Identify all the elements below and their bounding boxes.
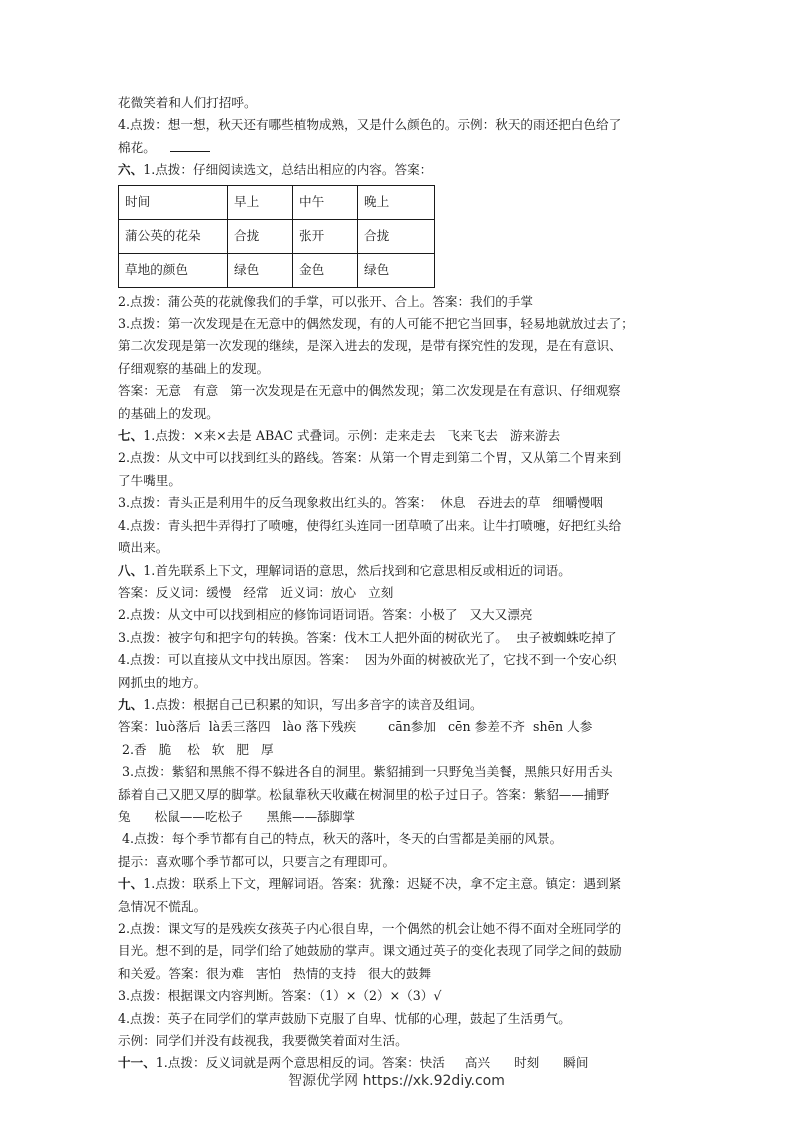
table-cell: 蒲公英的花朵 <box>119 219 228 253</box>
question-text: 1.点拨：反义词就是两个意思相反的词。答案：快活 高兴 时刻 瞬间 <box>155 1055 589 1071</box>
text-line: 仔细观察的基础上的发现。 <box>118 360 270 376</box>
text-line: 3.点拨：根据课文内容判断。答案：（1）×（2）×（3）√ <box>118 988 442 1004</box>
table-cell: 合拢 <box>228 219 293 253</box>
text-line <box>118 137 678 159</box>
table-cell: 时间 <box>119 185 228 219</box>
section-6-heading <box>118 159 678 181</box>
table-cell: 张开 <box>293 219 358 253</box>
text-line: 网抓虫的地方。 <box>118 674 207 690</box>
text-line: 2.点拨：从文中可以找到相应的修饰词语词语。答案：小极了 又大又漂亮 <box>118 607 533 623</box>
text-line: 示例：同学们并没有歧视我，我要微笑着面对生活。 <box>118 1033 408 1049</box>
table-cell: 金色 <box>293 253 358 287</box>
text-line: 4.点拨：可以直接从文中找出原因。答案： 因为外面的树被砍光了，它找不到一个安心织 <box>118 652 617 668</box>
text-line: 4.点拨：想一想，秋天还有哪些植物成熟，又是什么颜色的。示例：秋天的雨还把白色给了 <box>118 117 622 133</box>
text-line: 花微笑着和人们打招呼。 <box>118 95 257 110</box>
section-number: 十一、 <box>118 1055 156 1071</box>
text-line: 4.点拨：青头把牛弄得打了喷嚏，使得红头连同一团草喷了出来。让牛打喷嚏，好把红头给 <box>118 517 622 533</box>
table-cell: 晚上 <box>358 185 435 219</box>
question-text: 1.点拨：×来×去是 ABAC 式叠词。示例：走来走去 飞来飞去 游来游去 <box>143 428 561 444</box>
text-line: 2.点拨：蒲公英的花就像我们的手掌，可以张开、合上。答案：我们的手掌 <box>118 293 534 309</box>
section-number: 九、 <box>118 696 144 712</box>
section-9-heading <box>118 694 678 716</box>
text-line: 4.点拨：英子在同学们的掌声鼓励下克服了自卑、忧郁的心理，鼓起了生活勇气。 <box>118 1010 571 1026</box>
question-text: 1.点拨：联系上下文，理解词语。答案：犹豫：迟疑不决，拿不定主意。镇定：遇到紧 <box>143 876 622 892</box>
answer-table <box>118 185 435 288</box>
table-cell: 早上 <box>228 185 293 219</box>
section-8-heading <box>118 560 678 582</box>
text-line: 的基础上的发现。 <box>118 405 219 421</box>
text-line: 第二次发现是第一次发现的继续，是深入进去的发现，是带有探究性的发现，是在有意识、 <box>118 338 622 354</box>
text-span: 棉花。 <box>118 139 156 155</box>
text-line: 3.点拨：青头正是利用牛的反刍现象救出红头的。答案： 休息 吞进去的草 细嚼慢咽 <box>118 495 603 511</box>
text-line: 急情况不慌乱。 <box>118 898 207 914</box>
question-text: 1.点拨：根据自己已积累的知识，写出多音字的读音及组词。 <box>143 696 483 712</box>
section-number: 六、 <box>118 162 144 178</box>
table-cell: 草地的颜色 <box>119 253 228 287</box>
text-line: 和关爱。答案：很为难 害怕 热情的支持 很大的鼓舞 <box>118 965 432 981</box>
question-text: 1.点拨：仔细阅读选文，总结出相应的内容。答案： <box>143 162 433 178</box>
text-line: 目光。想不到的是，同学们给了她鼓励的掌声。课文通过英子的变化表现了同学之间的鼓励 <box>118 943 622 959</box>
question-text: 1.首先联系上下文，理解词语的意思，然后找到和它意思相反或相近的词语。 <box>143 562 571 578</box>
text-line: 3.点拨：被字句和把字句的转换。答案：伐木工人把外面的树砍光了。 虫子被蜘蛛吃掉了 <box>118 629 617 645</box>
text-line: 2.香 脆 松 软 肥 厚 <box>118 741 274 757</box>
table-cell: 中午 <box>293 185 358 219</box>
text-line: 3.点拨：第一次发现是在无意中的偶然发现，有的人可能不把它当回事，轻易地就放过去了； <box>118 316 634 332</box>
blank-underline <box>170 139 210 152</box>
text-line: 3.点拨：紫貂和黑熊不得不躲进各自的洞里。紫貂捕到一只野兔当美餐，黑熊只好用舌头 <box>118 764 613 780</box>
footer-watermark: 智源优学网 https://xk.92diy.com <box>288 1073 505 1089</box>
section-number: 八、 <box>118 562 144 578</box>
text-line: 4.点拨：每个季节都有自己的特点，秋天的落叶，冬天的白雪都是美丽的风景。 <box>118 831 563 847</box>
section-number: 七、 <box>118 428 144 444</box>
section-number: 十、 <box>118 876 144 892</box>
text-line: 舔着自己又肥又厚的脚掌。松鼠靠秋天收藏在树洞里的松子过日子。答案：紫貂——捕野 <box>118 786 610 802</box>
table-row <box>119 253 435 287</box>
section-10-heading <box>118 873 678 895</box>
text-line: 答案：luò落后 là丢三落四 lào 落下残疾 cān参加 cēn 参差不齐 shēn 人参 <box>118 719 593 735</box>
table-row <box>119 219 435 253</box>
answer-document <box>118 92 678 1075</box>
table-cell: 绿色 <box>228 253 293 287</box>
text-line: 答案：无意 有意 第一次发现是在无意中的偶然发现；第二次发现是在有意识、仔细观察 <box>118 383 621 399</box>
table-cell: 合拢 <box>358 219 435 253</box>
text-line: 喷出来。 <box>118 540 169 556</box>
table-cell: 绿色 <box>358 253 435 287</box>
table-row <box>119 185 435 219</box>
text-line: 2.点拨：课文写的是残疾女孩英子内心很自卑，一个偶然的机会让她不得不面对全班同学的 <box>118 921 622 936</box>
text-line: 答案：反义词：缓慢 经常 近义词：放心 立刻 <box>118 584 394 600</box>
text-line: 了牛嘴里。 <box>118 472 181 488</box>
text-line: 2.点拨：从文中可以找到红头的路线。答案：从第一个胃走到第二个胃，又从第二个胃来到 <box>118 450 622 466</box>
text-line: 兔 松鼠——吃松子 黑熊——舔脚掌 <box>118 808 355 824</box>
text-line: 提示：喜欢哪个季节都可以，只要言之有理即可。 <box>118 853 396 869</box>
section-7-heading <box>118 425 678 447</box>
